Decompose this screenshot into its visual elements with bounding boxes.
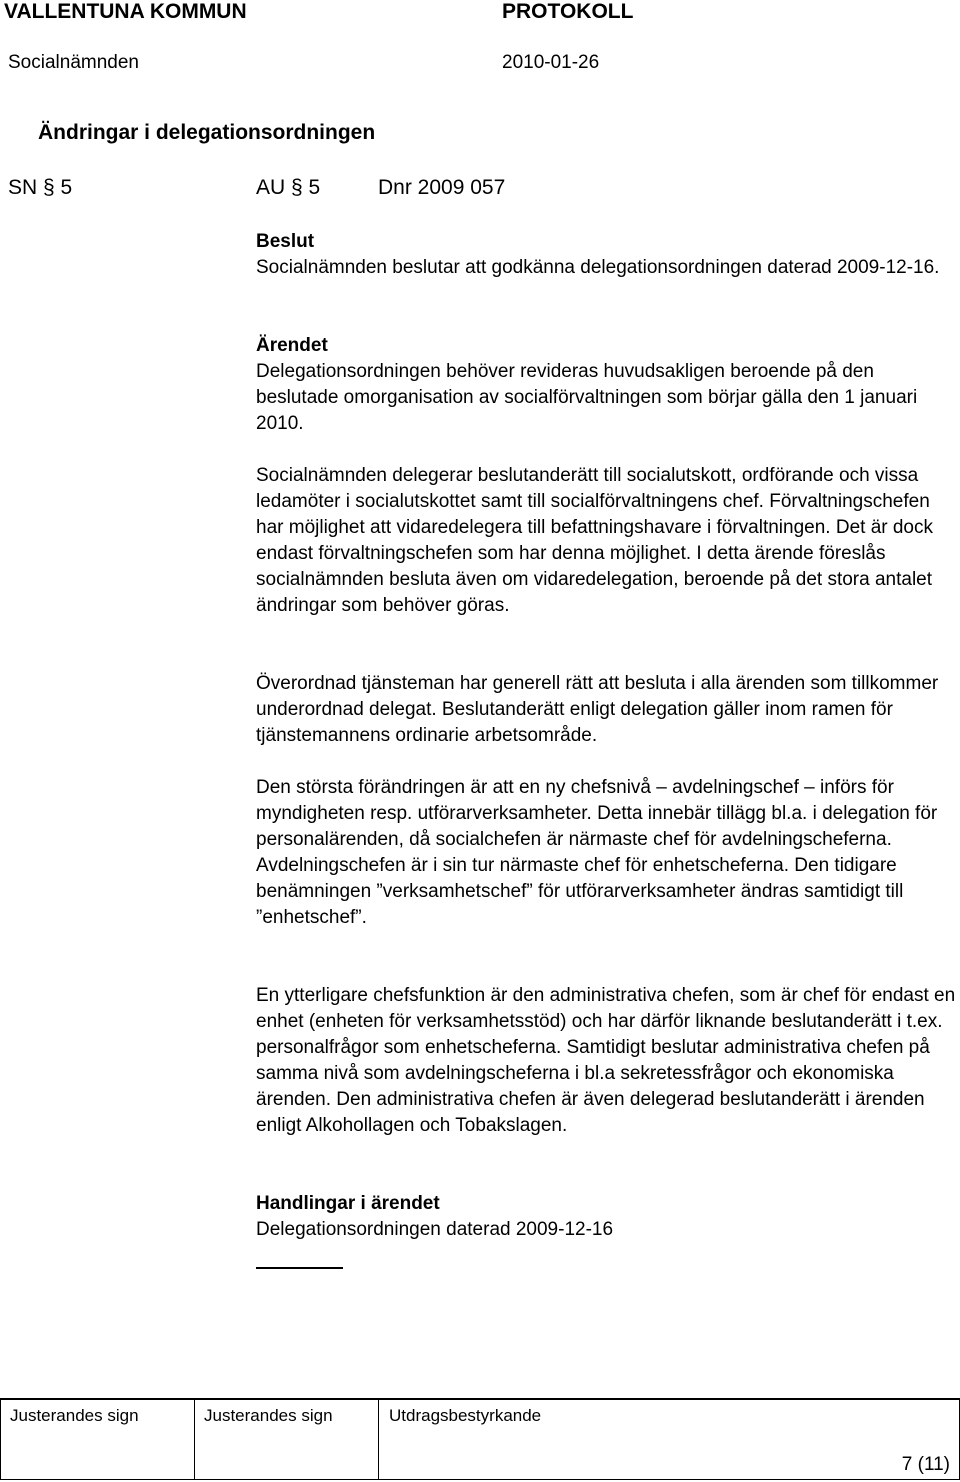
handlingar-section: [256, 1191, 956, 1243]
signature-footer: [0, 1398, 960, 1482]
sn-paragraph-ref: SN § 5: [8, 176, 73, 199]
handlingar-heading: Handlingar i ärendet: [256, 1193, 440, 1214]
arendet-section: [256, 333, 956, 437]
footer-top-rule: [0, 1398, 960, 1400]
board-name: Socialnämnden: [8, 52, 139, 73]
justerandes-sign-2: Justerandes sign: [204, 1406, 333, 1425]
utdragsbestyrkande: Utdragsbestyrkande: [389, 1406, 542, 1425]
meeting-date: 2010-01-26: [502, 52, 600, 73]
footer-divider: [378, 1398, 379, 1480]
justerandes-sign-1: Justerandes sign: [10, 1406, 139, 1425]
document-type: PROTOKOLL: [502, 0, 634, 23]
signature-divider: [256, 1267, 343, 1269]
org-name: VALLENTUNA KOMMUN: [4, 0, 247, 23]
dnr-ref: Dnr 2009 057: [378, 176, 506, 199]
beslut-heading: Beslut: [256, 231, 315, 252]
handlingar-text: Delegationsordningen daterad 2009-12-16: [256, 1219, 614, 1240]
page-title: Ändringar i delegationsordningen: [38, 121, 376, 144]
arendet-paragraph: Delegationsordningen behöver revideras huvudsakligen beroende på den beslutade omorganisation av socialförvaltningen som börjar gälla den 1 januari 2010.: [256, 361, 918, 434]
footer-divider: [194, 1398, 195, 1480]
arendet-paragraph: Socialnämnden delegerar beslutanderätt till socialutskott, ordförande och vissa ledamöter i socialutskottet samt till socialförvaltningens chef. Förvaltningschefen har möjlighet att vidaredelegera till befattningshavare i förvaltningen. Det är dock endast förvaltningschefen som har denna möjlighet. I detta ärende föreslås socialnämnden besluta även om vidaredelegation, beroende på det stora antalet ändringar som behöver göras.: [256, 465, 933, 616]
arendet-heading: Ärendet: [256, 335, 328, 356]
beslut-text: Socialnämnden beslutar att godkänna delegationsordningen daterad 2009-12-16.: [256, 257, 940, 278]
beslut-section: [256, 229, 956, 281]
au-paragraph-ref: AU § 5: [256, 176, 321, 199]
arendet-paragraph: En ytterligare chefsfunktion är den administrativa chefen, som är chef för endast en enhet (enheten för verksamhetsstöd) och har därför liknande beslutanderätt i t.ex. personalfrågor som enhetscheferna. Samtidigt beslutar administrativa chefen på samma nivå som avdelningscheferna i bl.a sekretessfrågor och ekonomiska ärenden. Den administrativa chefen är även delegerad beslutanderätt i ärenden enligt Alkohollagen och Tobakslagen.: [256, 985, 956, 1136]
footer-divider: [0, 1398, 1, 1480]
arendet-paragraph: Överordnad tjänsteman har generell rätt att besluta i alla ärenden som tillkommer underordnad delegat. Beslutanderätt enligt delegation gäller inom ramen för tjänstemannens ordinarie arbetsområde.: [256, 673, 939, 746]
page-number: 7 (11): [901, 1454, 950, 1475]
arendet-paragraph: Den största förändringen är att en ny chefsnivå – avdelningschef – införs för myndigheten resp. utförarverksamheter. Detta innebär tillägg bl.a. i delegation för personalärenden, då socialchefen är närmaste chef för avdelningscheferna. Avdelningschefen är i sin tur närmaste chef för enhetscheferna. Den tidigare benämningen ”verksamhetschef” för utförarverksamheter ändras samtidigt till ”enhetschef”.: [256, 777, 938, 928]
footer-bottom-rule: [0, 1479, 960, 1480]
